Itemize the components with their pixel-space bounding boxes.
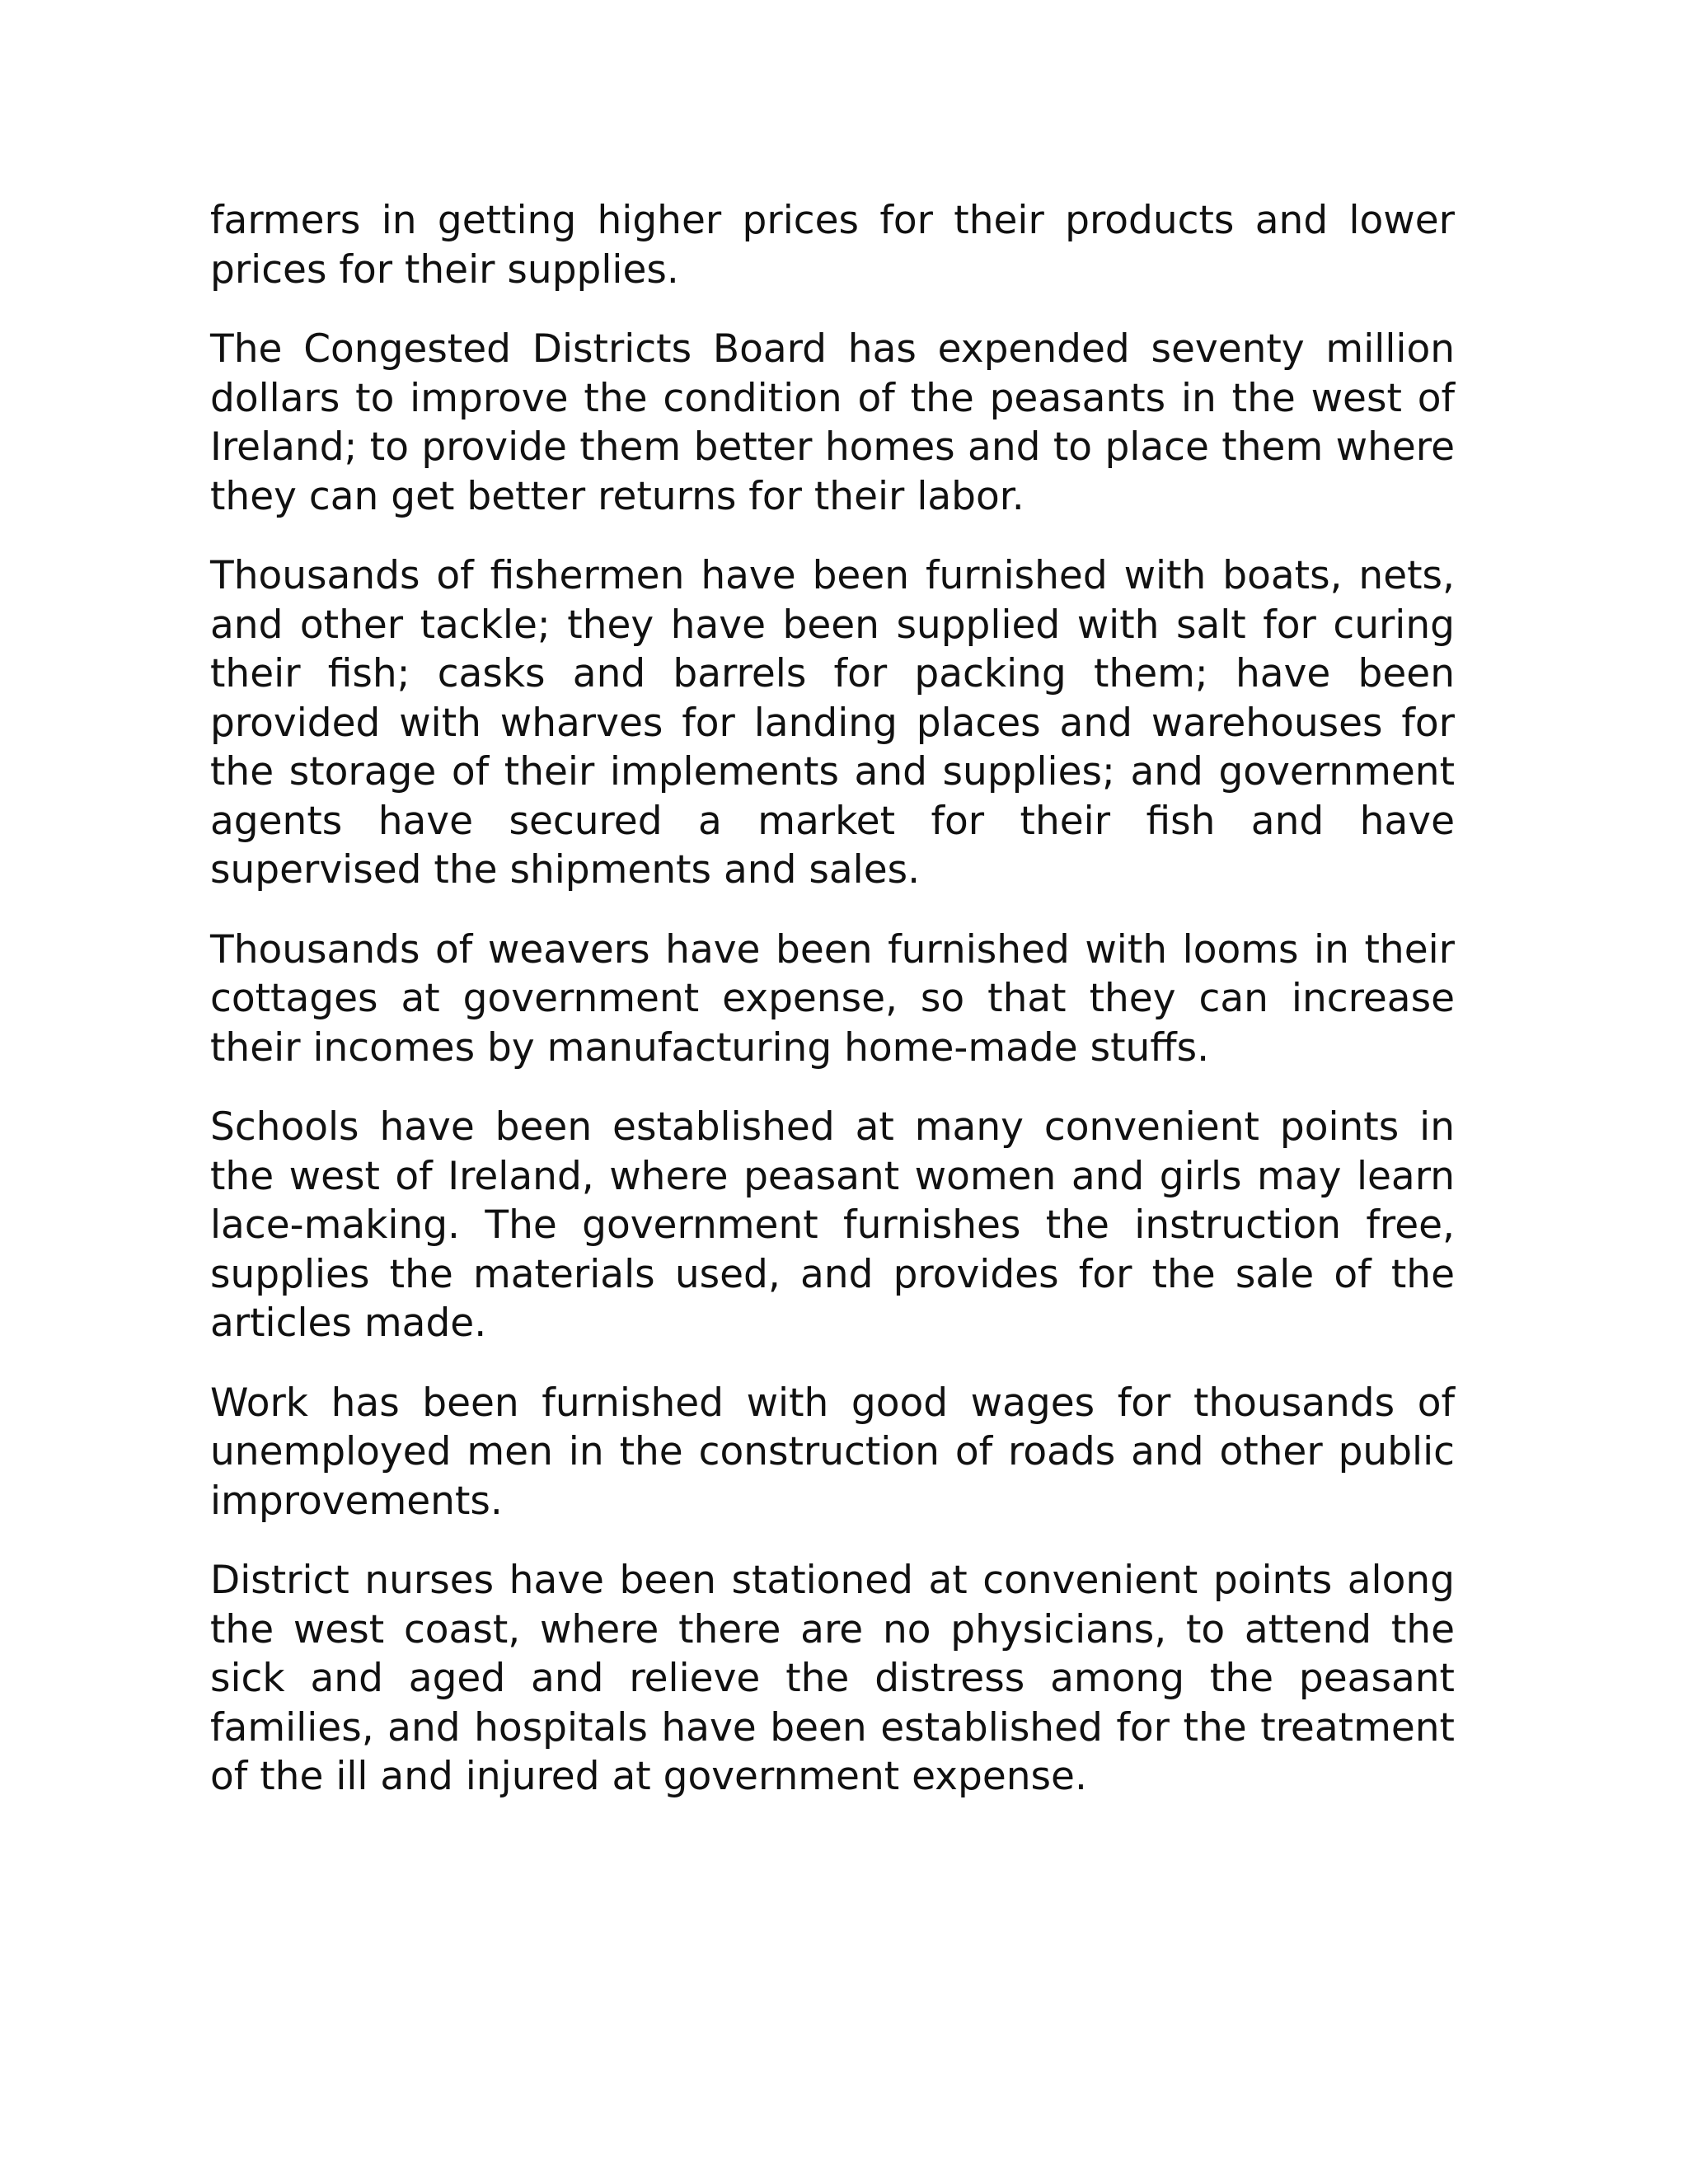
- body-text: [210, 196, 1455, 1832]
- paragraph-weavers: Thousands of weavers have been furnished with looms in their cottages at government expense, so that they can increase their incomes by manufacturing home-made stuffs.: [210, 926, 1455, 1071]
- paragraph-congested-districts-board: The Congested Districts Board has expended seventy million dollars to improve the condition of the peasants in the west of Ireland; to provide them better homes and to place them where they can get better returns for their labor.: [210, 326, 1455, 519]
- paragraph-lace-schools: Schools have been established at many convenient points in the west of Ireland, where peasant women and girls may learn lace-making. The government furnishes the instruction free, supplies the materials used, and provides for the sale of the articles made.: [210, 1104, 1455, 1346]
- paragraph-public-works: Work has been furnished with good wages for thousands of unemployed men in the construction of roads and other public improvements.: [210, 1380, 1455, 1524]
- paragraph-farmers-prices: farmers in getting higher prices for their products and lower prices for their supplies.: [210, 198, 1455, 293]
- paragraph-fishermen: Thousands of fishermen have been furnished with boats, nets, and other tackle; they have been supplied with salt for curing their fish; casks and barrels for packing them; have been provided with wharves for landing places and warehouses for the storage of their implements and supplies; and government agents have secured a market for their fish and have supervised the shipments and sales.: [210, 553, 1455, 893]
- paragraph-district-nurses: District nurses have been stationed at convenient points along the west coast, where there are no physicians, to attend the sick and aged and relieve the distress among the peasant families, and hospitals have been established for the treatment of the ill and injured at government expense.: [210, 1558, 1455, 1799]
